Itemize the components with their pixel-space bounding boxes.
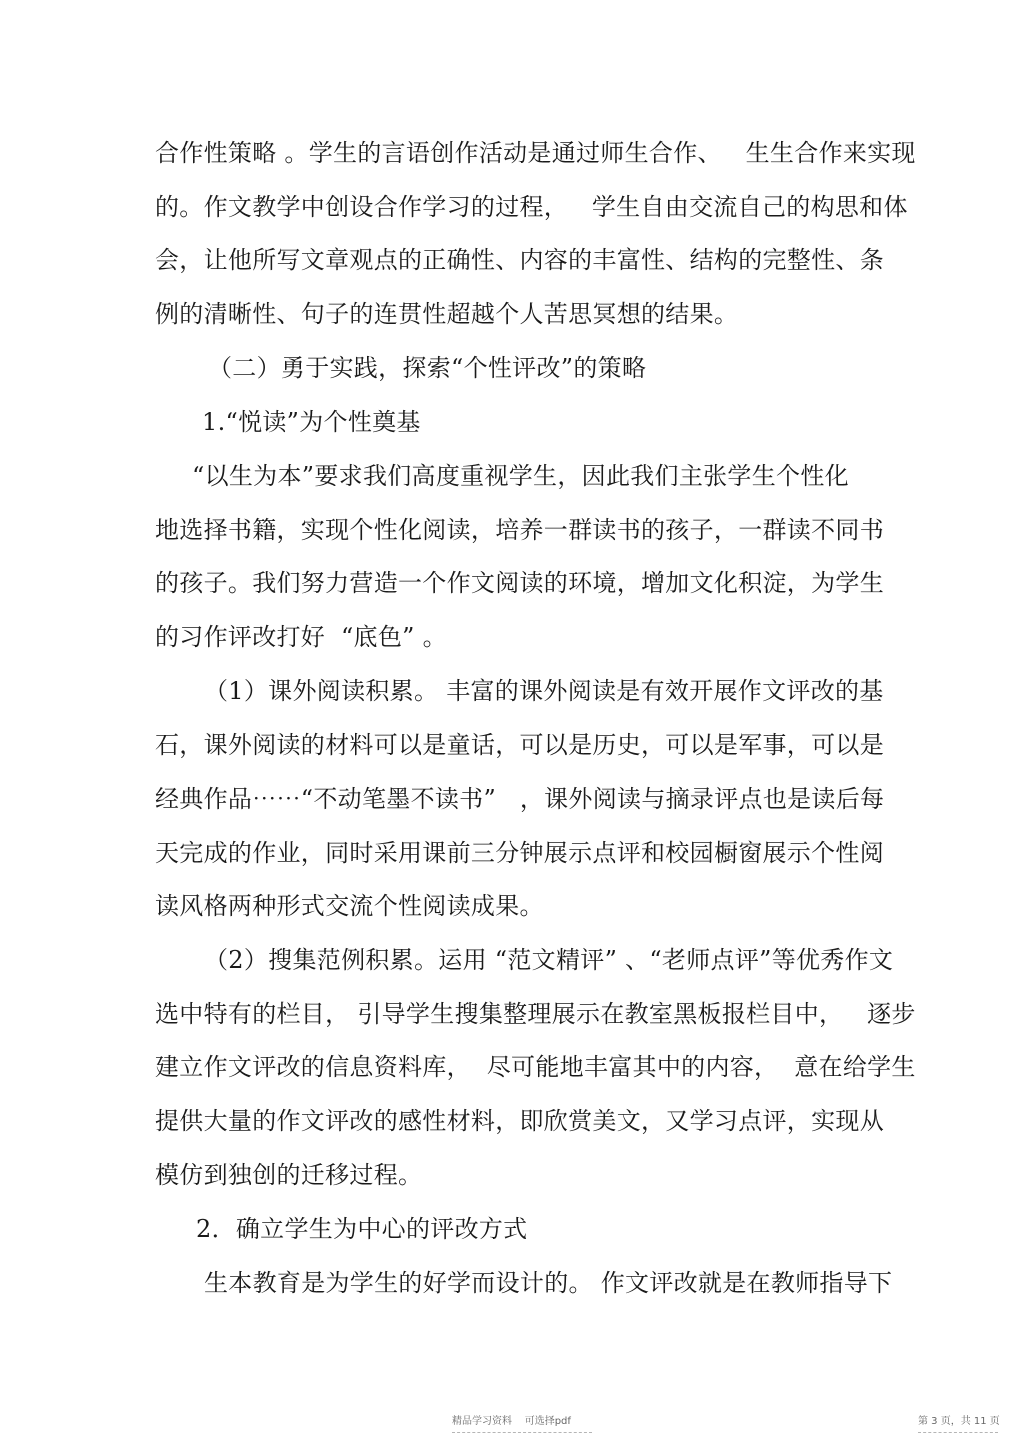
text-line-4: 例的清晰性、句子的连贯性超越个人苦思冥想的结果。 [155,300,739,328]
text-line-7: “以生为本”要求我们高度重视学生，因此我们主张学生个性化 [192,462,849,490]
footer-divider-right [918,1432,998,1433]
text-line-13: 经典作品⋯⋯“不动笔墨不读书” ，课外阅读与摘录评点也是读后每 [155,785,885,813]
text-line-9: 的孩子。我们努力营造一个作文阅读的环境，增加文化积淀，为学生 [155,569,884,597]
footer-watermark: 精品学习资料 可选择pdf [452,1416,571,1427]
text-line-3: 会，让他所写文章观点的正确性、内容的丰富性、结构的完整性、条 [155,246,884,274]
text-line-17: 选中特有的栏目， 引导学生搜集整理展示在教室黑板报栏目中， 逐步 [155,1000,916,1028]
text-line-12: 石，课外阅读的材料可以是童话，可以是历史，可以是军事，可以是 [155,731,884,759]
section-heading: （二）勇于实践，探索“个性评改”的策略 [208,354,647,382]
subsection-heading-1: 1.“悦读”为个性奠基 [202,408,421,436]
footer-divider-left [452,1432,592,1433]
text-line-19: 提供大量的作文评改的感性材料，即欣赏美文，又学习点评，实现从 [155,1107,884,1135]
text-line-1: 合作性策略 。学生的言语创作活动是通过师生合作、 生生合作来实现 [155,139,916,167]
text-line-14: 天完成的作业，同时采用课前三分钟展示点评和校园橱窗展示个性阅 [155,839,884,867]
text-line-2: 的。作文教学中创设合作学习的过程， 学生自由交流自己的构思和体 [155,193,908,221]
text-line-18: 建立作文评改的信息资料库， 尽可能地丰富其中的内容， 意在给学生 [155,1053,916,1081]
text-line-22: 生本教育是为学生的好学而设计的。 作文评改就是在教师指导下 [204,1269,893,1297]
text-line-10: 的习作评改打好 “底色” 。 [155,623,447,651]
page-number: 第 3 页，共 11 页 [918,1416,1000,1427]
text-line-8: 地选择书籍，实现个性化阅读，培养一群读书的孩子，一群读不同书 [155,516,884,544]
text-line-11: （1）课外阅读积累。 丰富的课外阅读是有效开展作文评改的基 [204,677,884,705]
text-line-16: （2）搜集范例积累。运用 “范文精评” 、“老师点评”等优秀作文 [204,946,894,974]
text-line-20: 模仿到独创的迁移过程。 [155,1161,423,1189]
subsection-heading-2: 2．确立学生为中心的评改方式 [196,1215,528,1243]
text-line-15: 读风格两种形式交流个性阅读成果。 [155,892,544,920]
